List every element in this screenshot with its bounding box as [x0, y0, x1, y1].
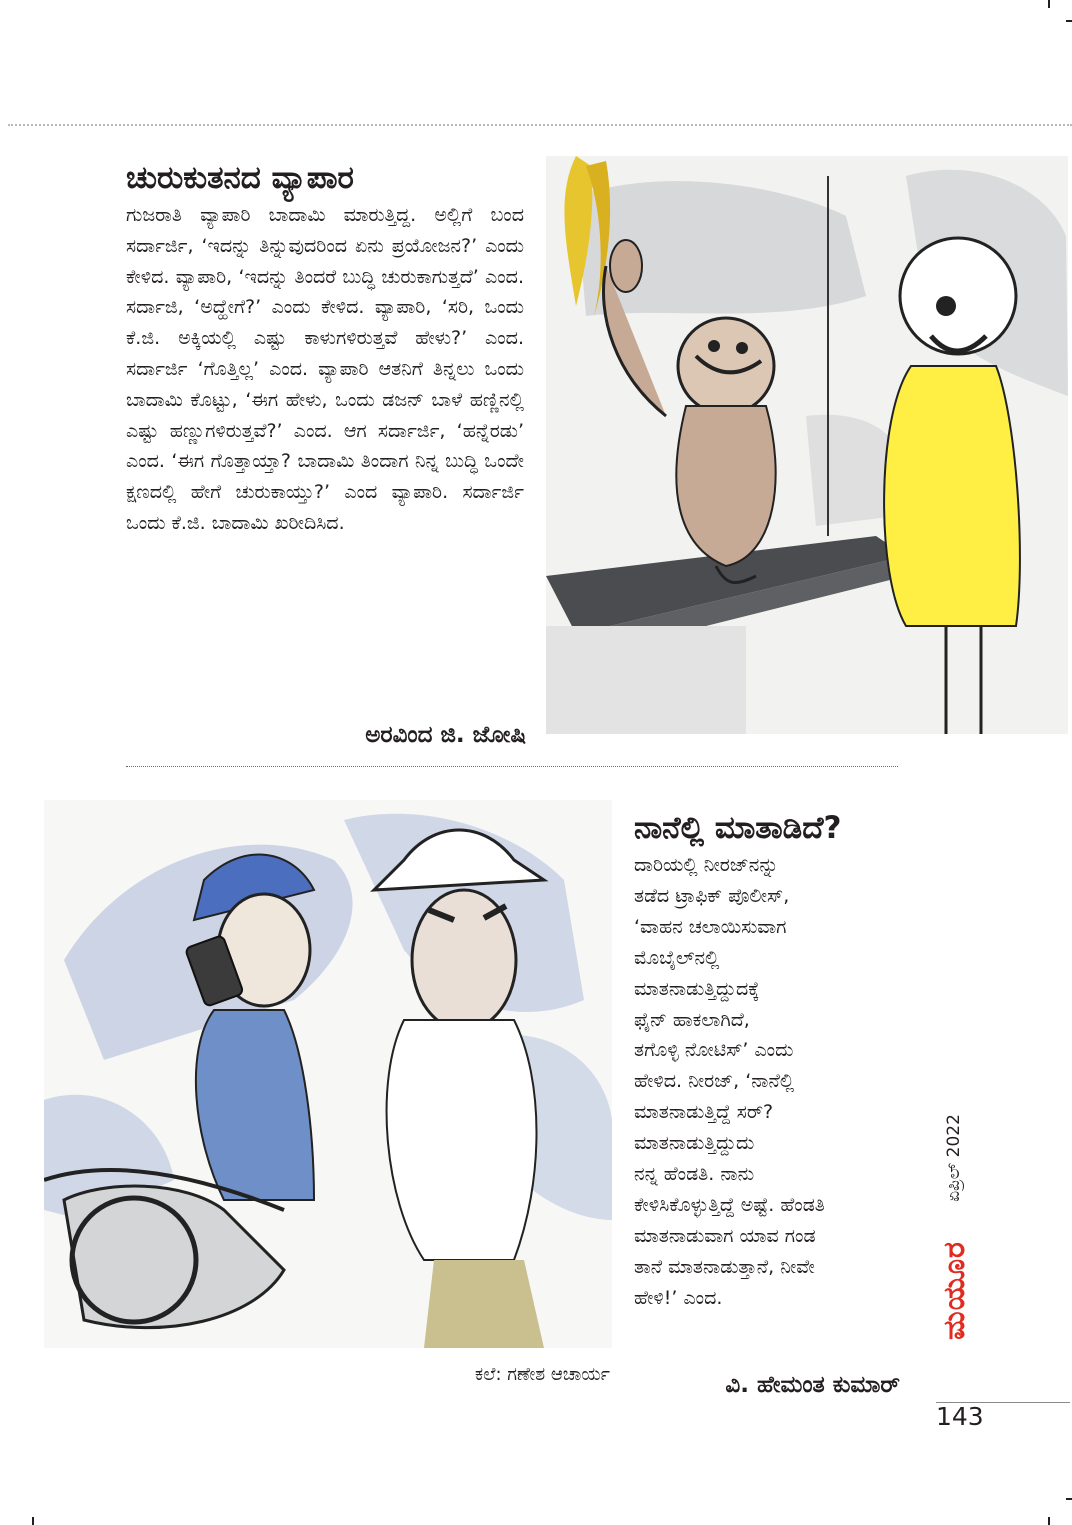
- art-credit: ಕಲೆ: ಗಣೇಶ ಆಚಾರ್ಯ: [474, 1364, 610, 1385]
- issue-date-text: ಏಪ್ರಿಲ್ 2022: [944, 1114, 964, 1202]
- story2-body: ದಾರಿಯಲ್ಲಿ ನೀರಜ್‌ನನ್ನು ತಡೆದ ಟ್ರಾಫಿಕ್ ಪೊಲೀಸ್, ‘ವಾಹನ ಚಲಾಯಿಸುವಾಗ ಮೊಬೈಲ್‌ನಲ್ಲಿ ಮಾತನಾಡುತ್ತಿದ್ದುದಕ್ಕೆ ಫೈನ್ ಹಾಕಲಾಗಿದೆ, ತಗೊಳ್ಳಿ ನೋಟಿಸ್’ ಎಂದು ಹೇಳಿದ. ನೀರಜ್, ‘ನಾನೆಲ್ಲಿ ಮಾತನಾಡುತ್ತಿದ್ದೆ ಸರ್? ಮಾತನಾಡುತ್ತಿದ್ದುದು ನನ್ನ ಹೆಂಡತಿ. ನಾನು ಕೇಳಿಸಿಕೊಳ್ಳುತ್ತಿದ್ದೆ ಅಷ್ಟೆ. ಹೆಂಡತಿ ಮಾತನಾಡುವಾಗ ಯಾವ ಗಂಡ ತಾನೆ ಮಾತನಾಡುತ್ತಾನೆ, ನೀವೇ ಹೇಳಿ!’ ಎಂದ.: [634, 854, 825, 1309]
- crop-mark-top: [1048, 0, 1050, 8]
- page-number: 143: [936, 1402, 984, 1431]
- illustration-traffic-police: [44, 800, 612, 1348]
- magazine-name: ಮಯೂರ: [936, 1240, 972, 1340]
- crop-mark-bottom-left: [32, 1517, 34, 1525]
- crop-mark-top-right: [1066, 20, 1072, 22]
- crop-mark-bottom-right: [1048, 1517, 1050, 1525]
- story1-title: ಚುರುಕುತನದ ವ್ಯಾಪಾರ: [126, 160, 354, 196]
- story1-body: ಗುಜರಾತಿ ವ್ಯಾಪಾರಿ ಬಾದಾಮಿ ಮಾರುತ್ತಿದ್ದ. ಅಲ್ಲಿಗೆ ಬಂದ ಸರ್ದಾರ್ಜಿ, ‘ಇದನ್ನು ತಿನ್ನುವುದರಿಂದ ಏನು ಪ್ರಯೋಜನ?’ ಎಂದು ಕೇಳಿದ. ವ್ಯಾಪಾರಿ, ‘ಇದನ್ನು ತಿಂದರೆ ಬುದ್ಧಿ ಚುರುಕಾಗುತ್ತದೆ’ ಎಂದ. ಸರ್ದಾಜಿ, ‘ಅದ್ಹೇಗೆ?’ ಎಂದು ಕೇಳಿದ. ವ್ಯಾಪಾರಿ, ‘ಸರಿ, ಒಂದು ಕೆ.ಜಿ. ಅಕ್ಕಿಯಲ್ಲಿ ಎಷ್ಟು ಕಾಳುಗಳಿರುತ್ತವೆ ಹೇಳು?’ ಎಂದ. ಸರ್ದಾರ್ಜಿ ‘ಗೊತ್ತಿಲ್ಲ’ ಎಂದ. ವ್ಯಾಪಾರಿ ಆತನಿಗೆ ತಿನ್ನಲು ಒಂದು ಬಾದಾಮಿ ಕೊಟ್ಟು, ‘ಈಗ ಹೇಳು, ಒಂದು ಡಜನ್ ಬಾಳೆ ಹಣ್ಣಿನಲ್ಲಿ ಎಷ್ಟು ಹಣ್ಣುಗಳಿರುತ್ತವೆ?’ ಎಂದ. ಆಗ ಸರ್ದಾರ್ಜಿ, ‘ಹನ್ನೆರಡು’ ಎಂದ. ‘ಈಗ ಗೊತ್ತಾಯ್ತಾ? ಬಾದಾಮಿ ತಿಂದಾಗ ನಿನ್ನ ಬುದ್ಧಿ ಒಂದೇ ಕ್ಷಣದಲ್ಲಿ ಹೇಗೆ ಚುರುಕಾಯ್ತು?’ ಎಂದ ವ್ಯಾಪಾರಿ. ಸರ್ದಾರ್ಜಿ ಒಂದು ಕೆ.ಜಿ. ಬಾದಾಮಿ ಖರೀದಿಸಿದ.: [126, 204, 524, 534]
- top-dotted-rule: [8, 124, 1072, 126]
- story2-author: ವಿ. ಹೇಮಂತ ಕುಮಾರ್: [725, 1372, 900, 1398]
- story2-title: ನಾನೆಲ್ಲಿ ಮಾತಾಡಿದೆ?: [634, 810, 842, 846]
- story1-author: ಅರವಿಂದ ಜಿ. ಜೋಷಿ: [365, 722, 526, 748]
- middle-dotted-rule: [126, 766, 898, 767]
- magazine-logo: [936, 1200, 972, 1380]
- issue-date: [934, 1108, 974, 1208]
- crop-mark-right-bottom: [1066, 1498, 1072, 1500]
- illustration-almond-shop: [546, 156, 1068, 734]
